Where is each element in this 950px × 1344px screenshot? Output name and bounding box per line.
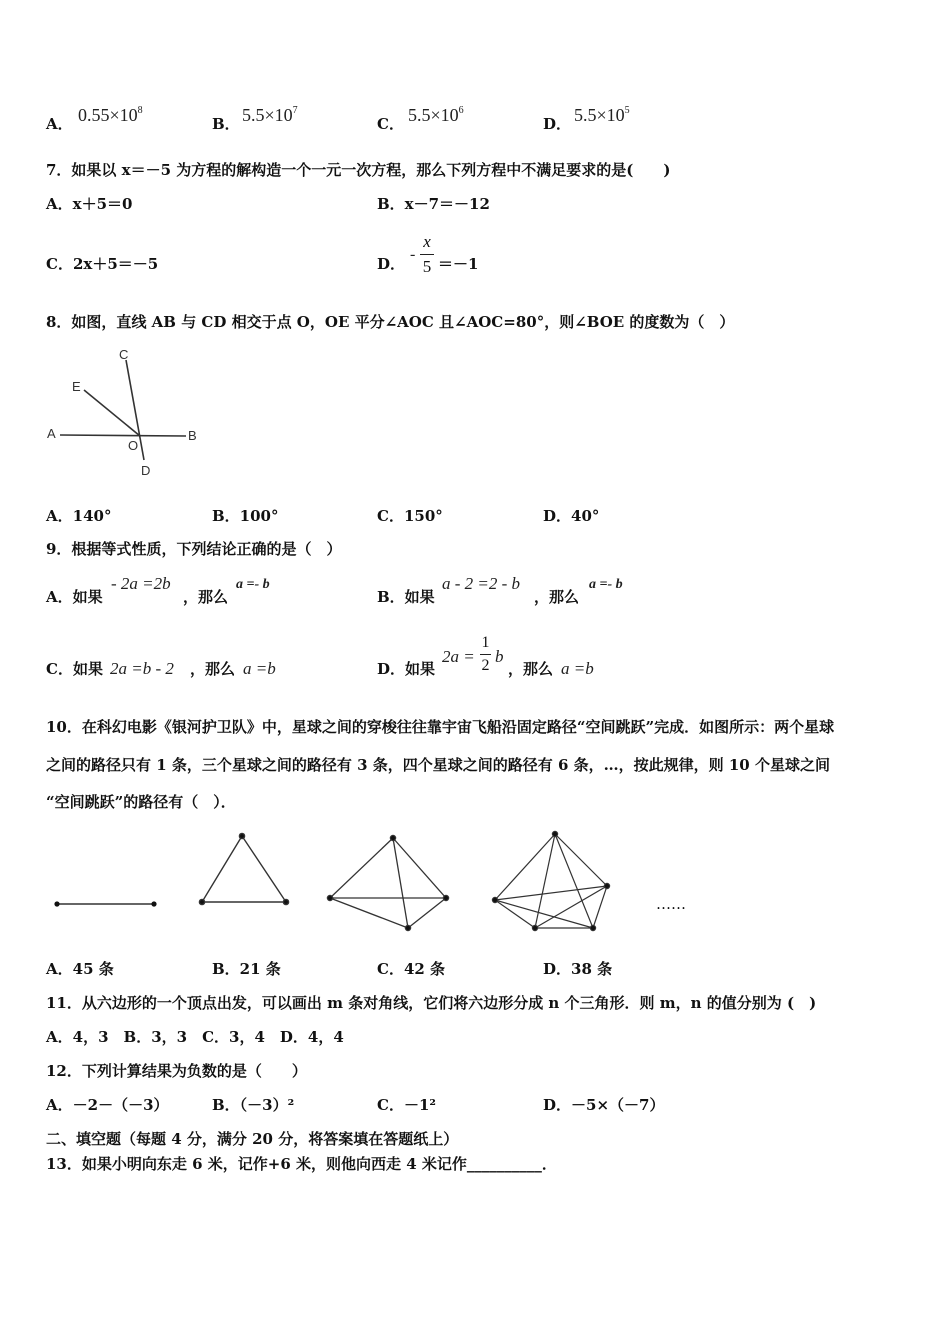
q9-option-a-result: a =- b	[236, 577, 270, 592]
q7-stem: 7．如果以 x＝－5 为方程的解构造一个一元一次方程，那么下列方程中不满足要求的是( )	[46, 161, 671, 179]
q8-label-o: O	[128, 438, 139, 453]
q8-label-a: A	[47, 426, 56, 441]
q9-stem: 9．根据等式性质，下列结论正确的是（ ）	[46, 540, 342, 558]
q10-figure-two-points	[54, 901, 156, 906]
q6-option-a-value: $0.55\times 10^8$	[78, 105, 143, 125]
q10-stem-line-1: 10．在科幻电影《银河护卫队》中，星球之间的穿梭往往靠宇宙飞船沿固定路径“空间跳跃”完成．如图所示：两个星球	[46, 718, 835, 736]
q9-fraction-numerator: 1	[481, 634, 490, 651]
q12-option-a: A．－2－（－3）	[46, 1096, 169, 1114]
q7-fraction-denominator: 5	[422, 257, 432, 276]
q9-option-b-middle: ，那么	[534, 588, 580, 606]
q13-stem: 13．如果小明向东走 6 米，记作+6 米，则他向西走 4 米记作__________．	[46, 1155, 557, 1173]
q9-option-c-prefix: C．如果	[46, 660, 103, 678]
q8-ray-oe	[84, 390, 140, 436]
q6-option-a-label: A．	[46, 115, 73, 133]
q8-line-ab	[60, 435, 186, 436]
q12-option-c: C．－1²	[377, 1096, 436, 1114]
q9-option-d-prefix: D．如果	[377, 660, 436, 678]
q12-option-d: D．－5×（－7）	[543, 1096, 665, 1114]
q10-stem-line-3: “空间跳跃”的路径有（ ）．	[46, 793, 236, 811]
q10-option-a: A．45 条	[46, 960, 114, 978]
q10-option-b: B．21 条	[212, 960, 281, 978]
q10-figure-three-points	[199, 833, 288, 904]
q11-stem: 11．从六边形的一个顶点出发，可以画出 m 条对角线，它们将六边形分成 n 个三角形．则 m，n 的值分别为 ( )	[46, 994, 817, 1012]
q10-figure	[0, 820, 950, 940]
q8-label-e: E	[72, 379, 81, 394]
q12-stem: 12．下列计算结果为负数的是（ ）	[46, 1062, 307, 1080]
q7-option-d-fraction	[420, 232, 434, 277]
q10-figure-four-points	[327, 835, 448, 930]
q6-option-d-value: $5.5\times 10^5$	[574, 105, 630, 125]
section-2-title: 二、填空题（每题 4 分，满分 20 分，将答案填在答题纸上）	[46, 1130, 459, 1148]
q8-figure	[40, 340, 220, 485]
q8-label-d: D	[141, 463, 151, 478]
q9-option-a-middle: ，那么	[183, 588, 229, 606]
q6-option-d-label: D．	[543, 115, 572, 133]
q9-option-d-condition-right: b	[495, 647, 504, 666]
q10-stem-line-2: 之间的路径只有 1 条，三个星球之间的路径有 3 条，四个星球之间的路径有 6 条，…，按此规律，则 10 个星球之间	[46, 756, 830, 774]
q9-option-c-condition: 2a =b - 2	[110, 659, 174, 678]
q11-options: A．4，3 B．3，3 C．3，4 D．4，4	[46, 1028, 344, 1046]
q8-label-b: B	[188, 428, 197, 443]
q10-figure-five-points	[492, 831, 609, 930]
q8-option-a: A．140°	[46, 507, 112, 525]
q9-option-a-prefix: A．如果	[46, 588, 103, 606]
q8-option-d: D．40°	[543, 507, 600, 525]
q6-option-c-value: $5.5\times 10^6$	[408, 105, 464, 125]
q6-option-b-label: B．	[212, 115, 240, 133]
q6-option-c-label: C．	[377, 115, 404, 133]
q8-label-c: C	[119, 347, 129, 362]
q7-option-c: C．2x＋5＝－5	[46, 255, 159, 273]
q9-fraction-bar	[480, 654, 491, 655]
q10-option-d: D．38 条	[543, 960, 613, 978]
q7-option-b: B．x－7＝－12	[377, 195, 490, 213]
q12-option-b: B．（－3）²	[212, 1096, 295, 1114]
q9-option-d-condition-left: 2a =	[442, 647, 475, 666]
q9-option-c-middle: ，那么	[190, 660, 236, 678]
q7-option-a: A．x＋5＝0	[46, 195, 133, 213]
q7-fraction-bar	[420, 254, 434, 255]
q8-option-c: C．150°	[377, 507, 443, 525]
q9-fraction-denominator: 2	[481, 657, 490, 674]
q9-option-b-condition: a - 2 =2 - b	[442, 574, 521, 593]
q9-option-c-result: a =b	[243, 659, 276, 678]
q8-option-b: B．100°	[212, 507, 279, 525]
q9-option-a-condition: - 2a =2b	[111, 574, 171, 593]
q9-option-d-result: a =b	[561, 659, 594, 678]
q9-option-d-middle: ，那么	[508, 660, 554, 678]
q9-option-d-fraction	[480, 634, 491, 675]
q7-option-d-label: D．	[377, 255, 406, 273]
q7-option-d-rest: ＝－1	[438, 255, 479, 273]
q10-option-c: C．42 条	[377, 960, 446, 978]
q9-option-b-prefix: B．如果	[377, 588, 435, 606]
q7-fraction-numerator: x	[423, 232, 431, 251]
q7-option-d-sign: -	[410, 246, 416, 263]
q10-ellipsis: ……	[656, 895, 686, 913]
q6-option-b-value: $5.5\times 10^7$	[242, 105, 298, 125]
q8-stem: 8．如图，直线 AB 与 CD 相交于点 O，OE 平分∠AOC 且∠AOC=80°，则∠BOE 的度数为（ ）	[46, 313, 735, 331]
q9-option-b-result: a =- b	[589, 577, 623, 592]
